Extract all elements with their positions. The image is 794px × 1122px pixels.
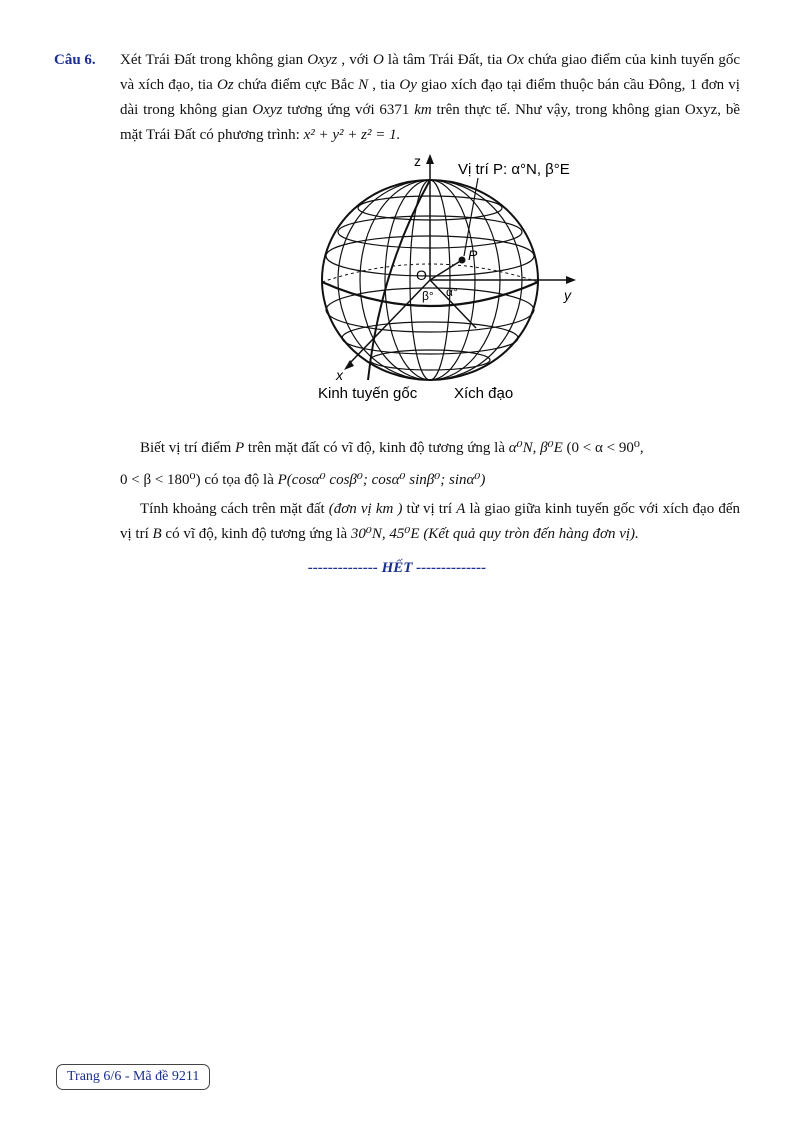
point-p — [459, 257, 466, 264]
sphere-equation: x² + y² + z² = 1. — [303, 127, 401, 143]
earth-figure — [280, 150, 600, 410]
equator-label: Xích đạo — [454, 385, 514, 402]
p-label: P — [468, 247, 478, 263]
question-label: Câu 6. — [54, 52, 96, 68]
y-label: y — [564, 287, 571, 303]
x-label: x — [336, 367, 343, 383]
meridian-label: Kinh tuyến gốc — [318, 385, 418, 402]
origin-label: O — [416, 267, 427, 283]
op-line — [430, 260, 462, 280]
paragraph-task: Tính khoảng cách trên mặt đất (đơn vị km ) từ vị trí A là giao giữa kinh tuyến gốc với xích đạo đến vị trí B có vĩ độ, kinh độ tương ứng là 30⁰N, 45⁰E (Kết quả quy tròn đến hàng đơn vị). — [120, 501, 740, 542]
page-footer: Trang 6/6 - Mã đề 9211 — [56, 1064, 210, 1090]
end-marker: -------------- HẾT -------------- — [307, 560, 487, 576]
beta-label: β° — [422, 289, 434, 303]
alpha-label: α° — [446, 285, 458, 299]
paragraph-position: Biết vị trí điểm P trên mặt đất có vĩ độ, kinh độ tương ứng là α⁰N, β⁰E (0 < α < 90⁰, — [140, 440, 644, 456]
position-label: Vị trí P: α°N, β°E — [458, 161, 570, 178]
paragraph-coordinates: 0 < β < 180⁰) có tọa độ là P(cosα⁰ cosβ⁰; cosα⁰ sinβ⁰; sinα⁰) — [120, 472, 486, 488]
z-label: z — [414, 153, 421, 169]
question-intro: Xét Trái Đất trong không gian Oxyz , với O là tâm Trái Đất, tia Ox chứa giao điểm của kinh tuyến gốc và xích đạo, tia Oz chứa điểm cực Bắc N , tia Oy giao xích đạo tại điểm thuộc bán cầu Đông, 1 đơn vị dài trong không gian Oxyz tương ứng với 6371 km trên thực tế. Như vậy, trong không gian Oxyz, bề mặt Trái Đất có phương trình: x² + y² + z² = 1. — [120, 52, 740, 143]
